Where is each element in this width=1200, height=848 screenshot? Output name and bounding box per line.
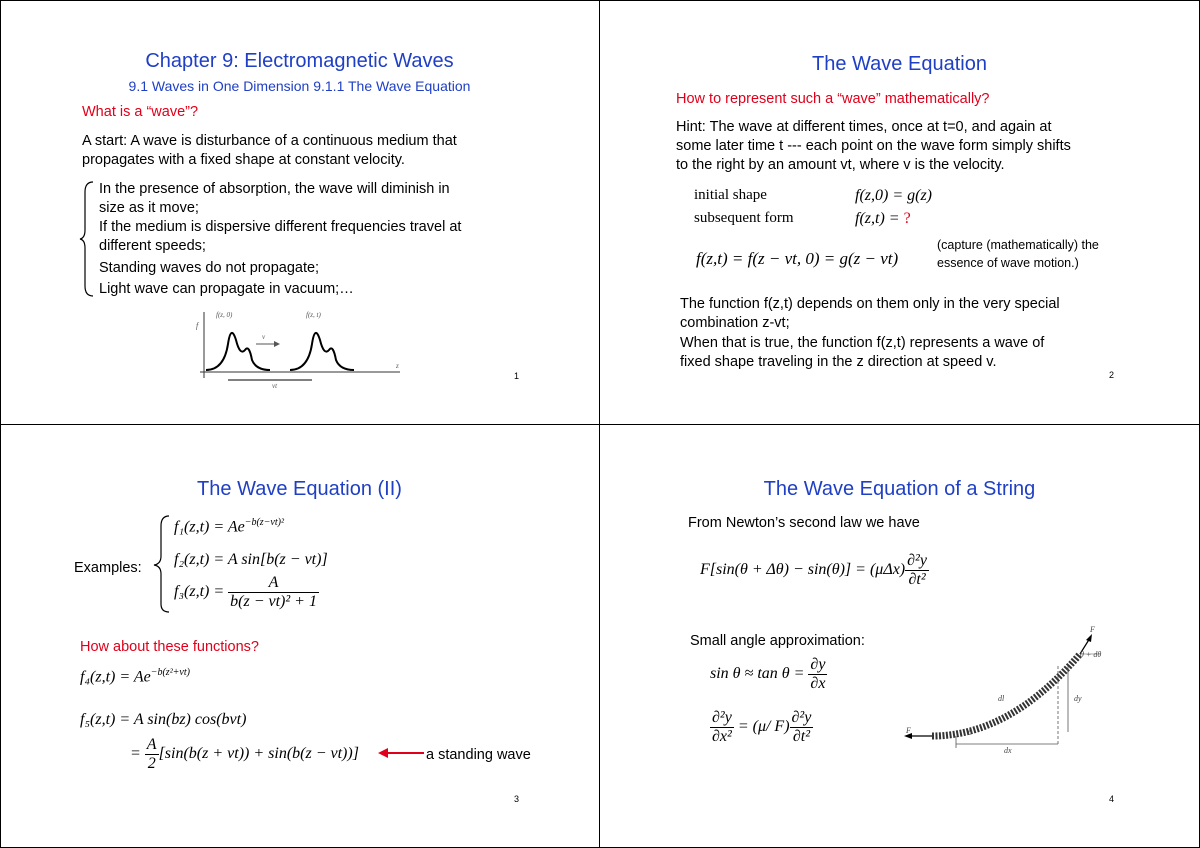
capture-note-line-2: essence of wave motion.) [937, 256, 1079, 270]
page-number: 1 [514, 371, 520, 381]
hint-line: some later time t --- each point on the wave form simply shifts [676, 138, 1071, 154]
wave-equation-main: f(z,t) = f(z − vt, 0) = g(z − vt) [696, 249, 899, 268]
initial-shape-equation: f(z,0) = g(z) [855, 187, 933, 204]
capture-note-line-1: (capture (mathematically) the [937, 238, 1099, 252]
slide-subtitle: 9.1 Waves in One Dimension 9.1.1 The Wave Equation [128, 78, 471, 94]
slide-title: The Wave Equation (II) [197, 478, 402, 500]
string-wave-equation: $\frac{\text{∂²y}}{\text{∂x²}}$ = (μ/ F) $\frac{\text{∂²y}}{\text{∂t²}}$ [712, 709, 812, 745]
page-number: 3 [514, 794, 520, 804]
slide-title: Chapter 9: Electromagnetic Waves [145, 50, 454, 72]
slide-2 [600, 0, 1199, 424]
slide-4 [600, 424, 1199, 848]
slide-1 [0, 0, 599, 424]
initial-shape-label: initial shape [694, 187, 767, 203]
figure-label-f: f [196, 321, 199, 330]
note-line: different speeds; [99, 238, 206, 254]
definition-line-2: propagates with a fixed shape at constant velocity. [82, 152, 405, 168]
example-f3: f₃(z,t) = $\frac{A}{\text{b(z − vt)² + 1}}$ [174, 574, 317, 610]
example-f1: $f_1(z,t) = Ae^{-b(z-vt)^2}$ [174, 517, 284, 536]
function-line: The function f(z,t) depends on them only in the very special [680, 296, 1060, 312]
curly-brace [78, 180, 96, 298]
page-number: 2 [1109, 370, 1115, 380]
small-angle-label: Small angle approximation: [690, 633, 865, 649]
definition-line-1: A start: A wave is disturbance of a continuous medium that [82, 133, 457, 149]
example-f4: $f_4(z,t) = Ae^{-b(z^2+vt)}$ [80, 667, 190, 686]
figure-label-force-top: F [1090, 625, 1095, 634]
note-line: If the medium is dispersive different frequencies travel at [99, 219, 462, 235]
example-f5-expansion: = $\frac{A}{2}$ [sin(b(z + vt)) + sin(b(z − vt))] [130, 736, 359, 772]
slide-title: The Wave Equation [812, 53, 987, 75]
note-line: In the presence of absorption, the wave will diminish in [99, 181, 450, 197]
newton-equation: F[sin(θ + Δθ) − sin(θ)] = (μΔx) $\frac{\text{∂²y}}{\text{∂t²}}$ [700, 552, 927, 588]
function-line: When that is true, the function f(z,t) represents a wave of [680, 335, 1045, 351]
figure-label-z: z [396, 362, 399, 370]
newton-line: From Newton’s second law we have [688, 515, 920, 531]
note-line: Standing waves do not propagate; [99, 260, 320, 276]
curly-brace [152, 514, 172, 614]
figure-label-v: v [262, 333, 266, 341]
standing-wave-label: a standing wave [426, 747, 531, 763]
figure-label-vt: vt [272, 382, 278, 390]
example-f2: f₂(z,t) = A sin[b(z − vt)] [174, 551, 328, 568]
figure-label-dl: dl [998, 694, 1005, 703]
function-line: combination z-vt; [680, 315, 790, 331]
figure-label-angle-bottom: θ [968, 728, 972, 737]
wave-figure [190, 308, 410, 400]
hint-line: to the right by an amount vt, where v is the velocity. [676, 157, 1005, 173]
figure-label-dx: dx [1004, 746, 1012, 755]
note-line: Light wave can propagate in vacuum;… [99, 281, 354, 297]
question-text: How about these functions? [80, 639, 259, 655]
note-line: size as it move; [99, 200, 199, 216]
hint-line: Hint: The wave at different times, once at t=0, and again at [676, 119, 1052, 135]
small-angle-equation: sin θ ≈ tan θ = $\frac{\partial y}{\partial x}$ [710, 656, 826, 692]
figure-label-angle-top: θ + dθ [1080, 650, 1102, 659]
function-line: fixed shape traveling in the z direction at speed v. [680, 354, 997, 370]
figure-label-pulse2: f(z, t) [306, 311, 321, 319]
figure-label-dy: dy [1074, 694, 1082, 703]
question-text: What is a “wave”? [82, 104, 199, 120]
red-arrow-icon [378, 747, 424, 759]
figure-label-pulse1: f(z, 0) [216, 311, 233, 319]
page-number: 4 [1109, 794, 1115, 804]
example-f5: f₅(z,t) = A sin(bz) cos(bvt) [80, 711, 247, 728]
string-figure [900, 624, 1120, 764]
examples-label: Examples: [74, 560, 142, 576]
slide-3 [0, 424, 599, 848]
subsequent-form-label: subsequent form [694, 210, 794, 226]
slide-title: The Wave Equation of a String [763, 478, 1036, 500]
subsequent-form-equation: f(z,t) = ? [855, 210, 911, 227]
figure-label-force-left: F [906, 726, 911, 735]
question-text: How to represent such a “wave” mathematically? [676, 91, 990, 107]
